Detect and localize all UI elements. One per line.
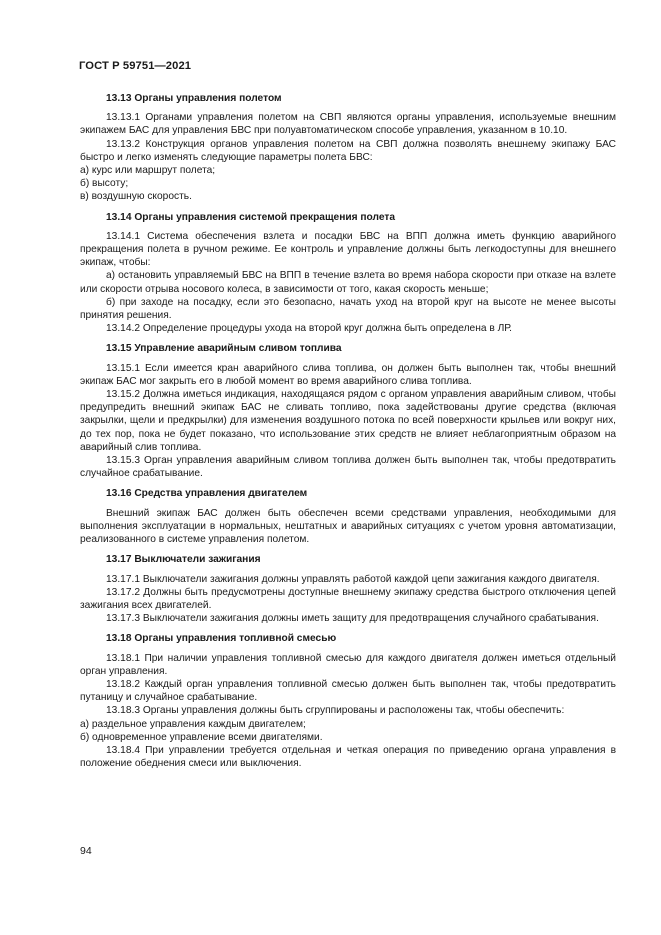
section-heading: 13.18 Органы управления топливной смесью <box>106 633 337 645</box>
section-heading: 13.15 Управление аварийным сливом топлива <box>106 343 342 355</box>
paragraph: а) остановить управляемый БВС на ВПП в течение взлета во время набора скорости при отказе на взлете или скорости отрыва носового колеса, в зависимости от того, какая скорость меньше; <box>80 270 616 295</box>
section-heading: 13.14 Органы управления системой прекращения полета <box>106 211 396 223</box>
section-13-15 <box>80 342 616 480</box>
section-13-17 <box>80 553 616 625</box>
paragraph: 13.14.2 Определение процедуры ухода на второй круг должна быть определена в ЛР. <box>106 323 512 335</box>
paragraph: 13.15.3 Орган управления аварийным сливом топлива должен быть выполнен так, чтобы предотвратить случайное срабатывание. <box>80 455 616 480</box>
paragraph: 13.14.1 Система обеспечения взлета и посадки БВС на ВПП должна иметь функцию аварийного прекращения полета в ручном режиме. Ее контроль и управление должны быть легкодоступны для внешнего экипаж, чтобы: <box>80 230 616 269</box>
section-13-18 <box>80 632 616 770</box>
paragraph: 13.17.1 Выключатели зажигания должны управлять работой каждой цепи зажигания каждого двигателя. <box>106 573 600 585</box>
section-13-14 <box>80 211 616 336</box>
paragraph: Внешний экипаж БАС должен быть обеспечен всеми средствами управления, необходимыми для выполнения эксплуатации в нормальных, нештатных и аварийных ситуациях с учетом уровня автоматизации, реализованного в системе управления полетом. <box>80 507 616 546</box>
section-13-13 <box>80 92 616 204</box>
section-heading: 13.13 Органы управления полетом <box>106 93 282 104</box>
paragraph: б) при заходе на посадку, если это безопасно, начать уход на второй круг на высоте не менее высоты принятия решения. <box>80 296 616 322</box>
paragraph: 13.18.1 При наличии управления топливной смесью для каждого двигателя должен иметься отдельный орган управления. <box>80 652 616 677</box>
section-heading: 13.16 Средства управления двигателем <box>106 488 308 500</box>
paragraph: 13.15.2 Должна иметься индикация, находящаяся рядом с органом управления аварийным сливом, чтобы предупредить внешний экипаж БАС не сливать топливо, пока задействованы другие средства (включая закрылки, щели и предкрылки) для изменения воздушного потока по всей поверхности крыльев или вокруг них, до тех пор, пока не будет показано, что использование этих средств не влияет неблагоприятным образом на аварийный слив топлива. <box>80 389 616 453</box>
list-item: а) раздельное управления каждым двигателем; <box>80 718 306 730</box>
page-number: 94 <box>80 845 92 857</box>
paragraph: 13.18.2 Каждый орган управления топливной смесью должен быть выполнен так, чтобы предотвратить путаницу и случайное срабатывание. <box>80 678 616 704</box>
list-item: б) высоту; <box>80 178 129 190</box>
list-item: а) курс или маршрут полета; <box>80 165 216 177</box>
paragraph: 13.18.3 Органы управления должны быть сгруппированы и расположены так, чтобы обеспечить: <box>106 705 565 717</box>
list-item: в) воздушную скорость. <box>80 191 192 203</box>
paragraph: 13.17.3 Выключатели зажигания должны иметь защиту для предотвращения случайного срабатывания. <box>106 613 599 625</box>
list-item: б) одновременное управление всеми двигателями. <box>80 731 323 743</box>
page-content <box>80 92 616 770</box>
paragraph: 13.17.2 Должны быть предусмотрены доступные внешнему экипажу средства быстрого отключения цепей зажигания всех двигателей. <box>80 586 616 611</box>
paragraph: 13.13.2 Конструкция органов управления полетом на СВП должна позволять внешнему экипажу БАС быстро и легко изменять следующие параметры полета БВС: <box>80 138 616 163</box>
section-13-16 <box>80 487 616 546</box>
paragraph: 13.18.4 При управлении требуется отдельная и четкая операция по приведению органа управления в положение обеднения смеси или выключения. <box>80 744 616 770</box>
section-heading: 13.17 Выключатели зажигания <box>106 554 261 566</box>
standard-header: ГОСТ Р 59751—2021 <box>79 60 192 72</box>
paragraph: 13.13.1 Органами управления полетом на СВП являются органы управления, используемые внешним экипажем БАС для управления БВС при полуавтоматическом способе управления, указанном в 10.10. <box>80 112 616 137</box>
paragraph: 13.15.1 Если имеется кран аварийного слива топлива, он должен быть выполнен так, чтобы внешний экипаж БАС мог закрыть его в любой момент во время аварийного слива топлива. <box>80 362 616 387</box>
